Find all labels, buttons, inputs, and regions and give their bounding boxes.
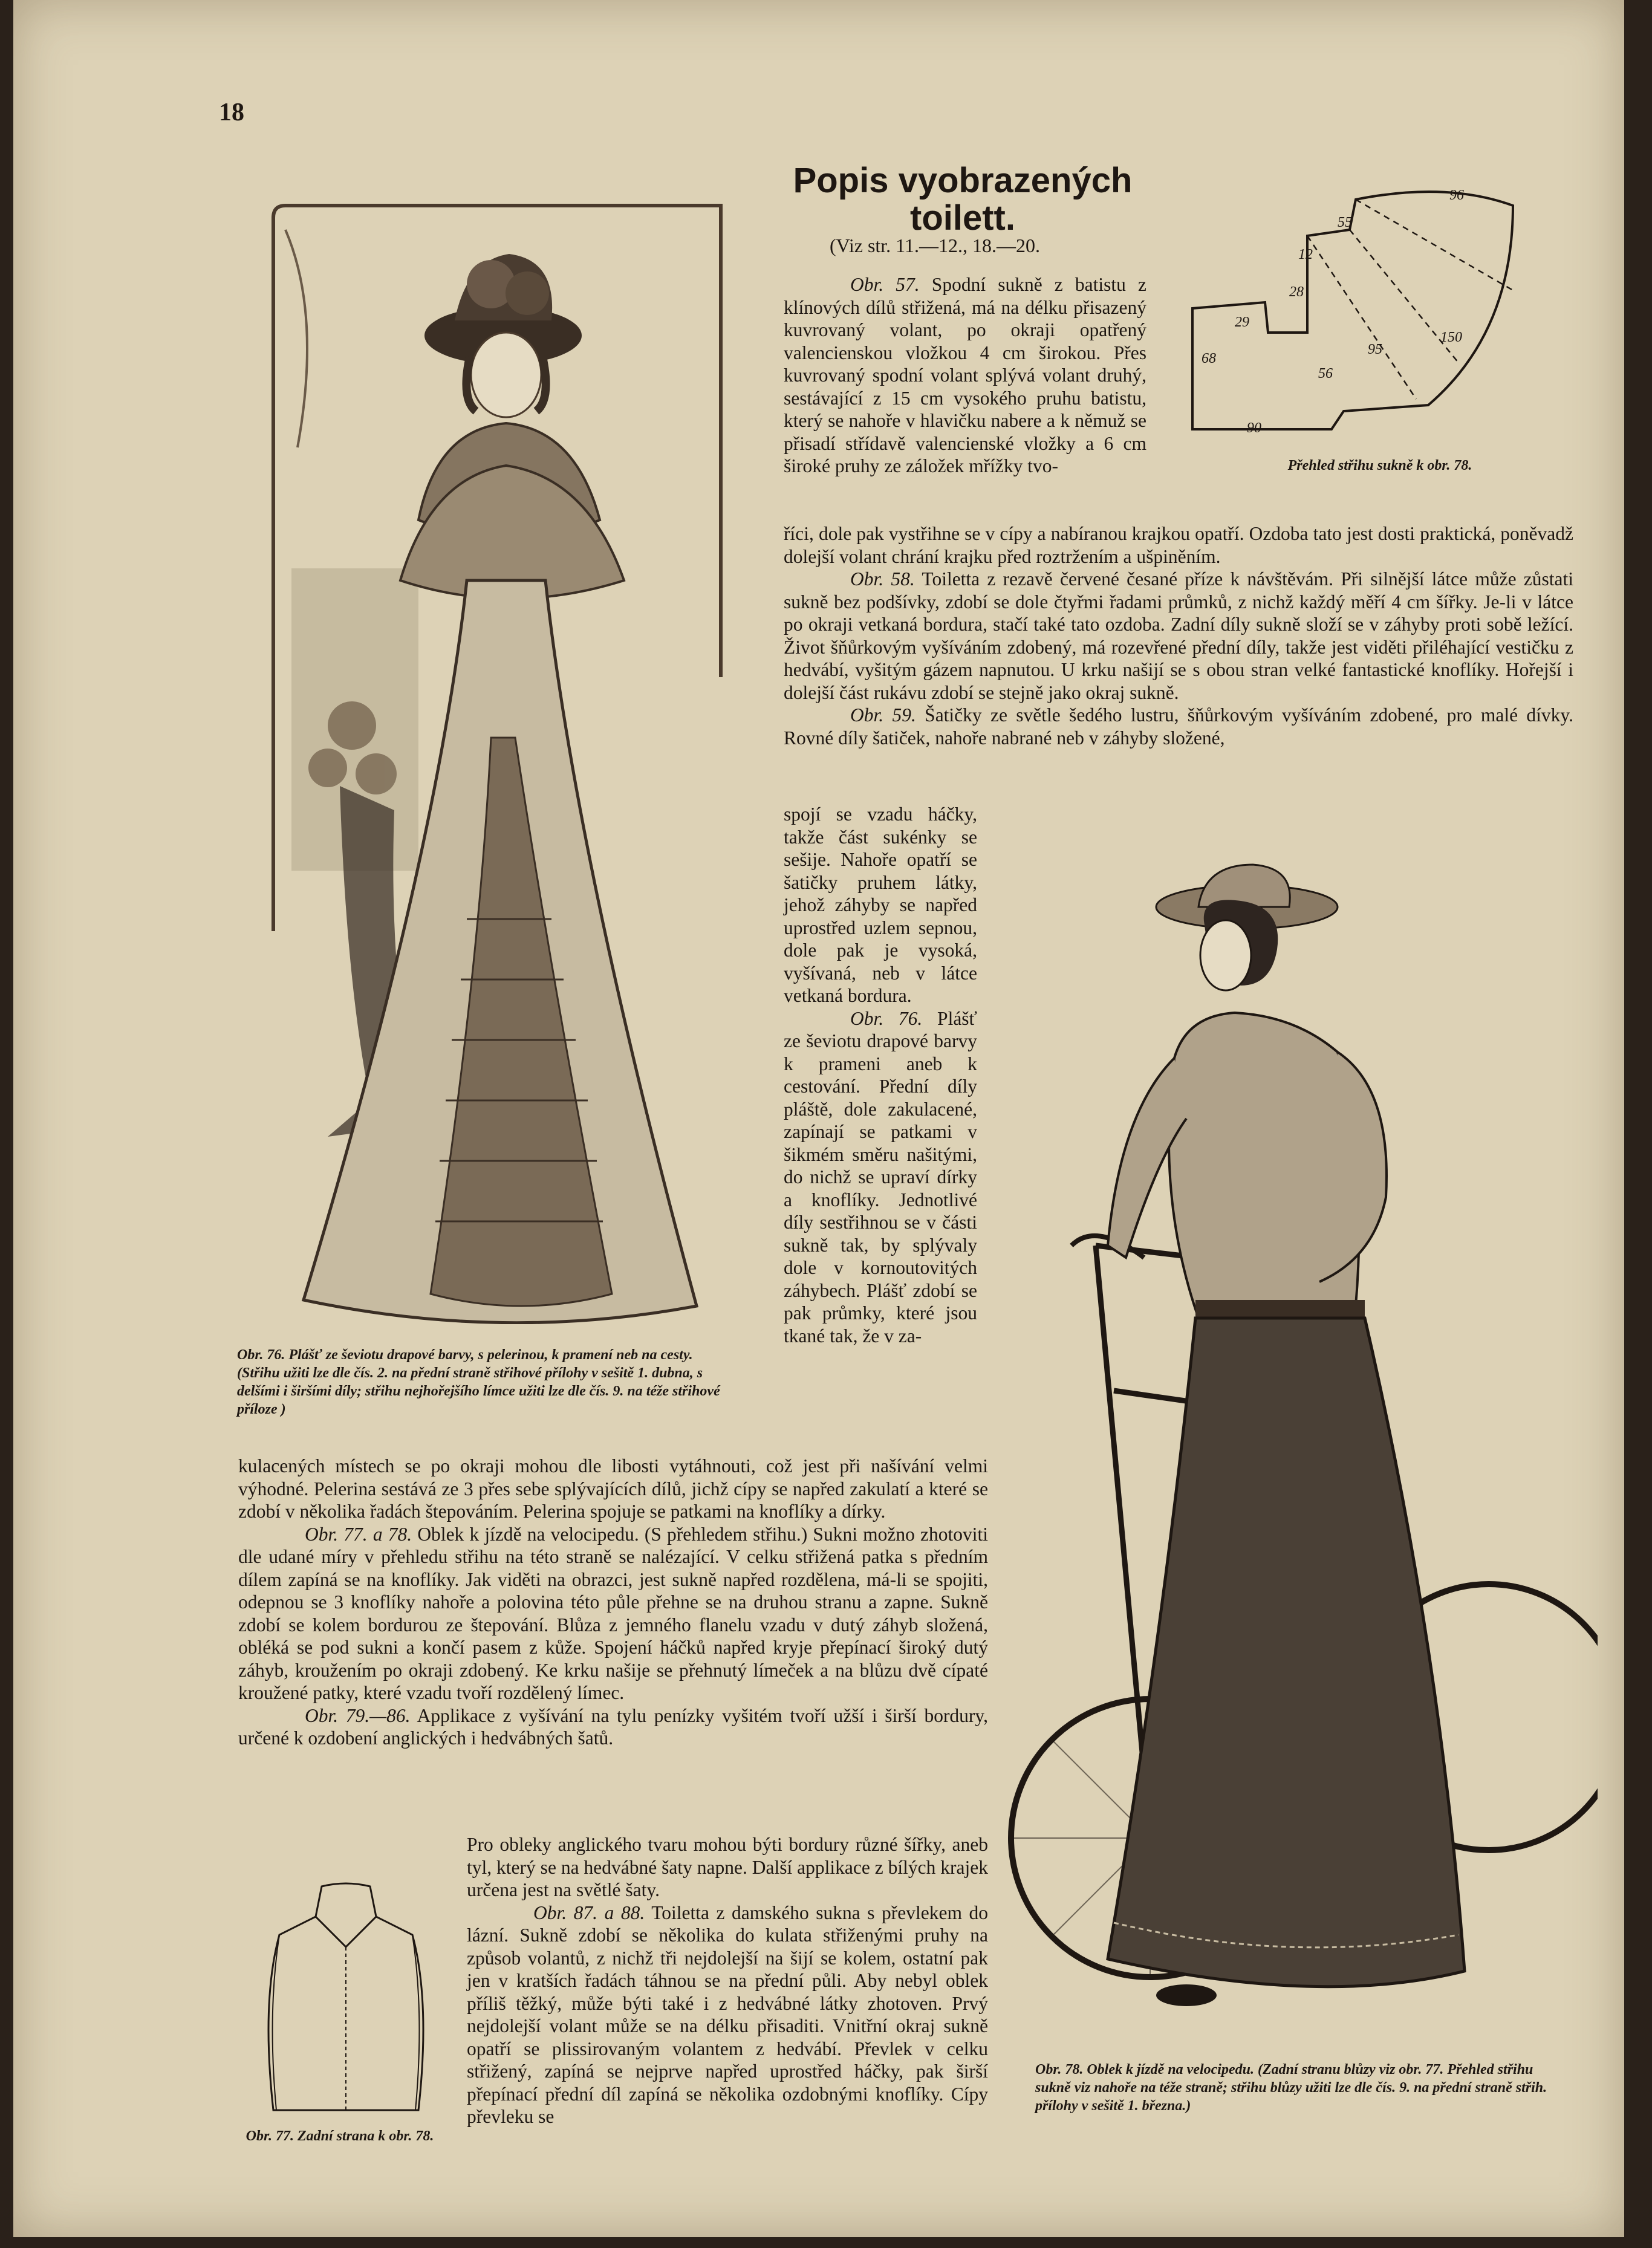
pattern-label: 12 <box>1298 247 1313 262</box>
text-block-3 <box>784 803 977 1347</box>
illustration-cycling-outfit <box>1005 859 1598 2044</box>
paragraph-text: Pro obleky anglického tvaru mohou býti bordury různé šířky, aneb tyl, který se na hedvábné šaty napne. Další applikace z bílých krajek určena jest na světlé šaty. <box>467 1834 988 1900</box>
skirt-pattern-diagram <box>1174 181 1537 447</box>
figure-ref: Obr. 58. <box>850 568 915 590</box>
pattern-label: 90 <box>1247 420 1261 436</box>
paragraph-text: Spodní sukně z batistu z klínových dílů střižená, má na délku přisazený kuvrovaný volant, po okraji opatřený valencienskou vložkou 4 cm širokou. Přes kuvrovaný spodní volant splývá volant druhý, sestávající z 15 cm vysokého pruhu batistu, který se nahoře v hlavičku nabere a k němuž se přisadí střídavě valencienské vložky a 6 cm široké pruhy ze záložek mřížky tvo- <box>784 274 1147 476</box>
pattern-label: 95 <box>1368 342 1382 357</box>
figure-ref: Obr. 87. a 88. <box>533 1902 645 1923</box>
illustration-blouse-back <box>249 1880 443 2116</box>
text-block-2 <box>784 522 1573 749</box>
paragraph-text: říci, dole pak vystřihne se v cípy a nabíranou krajkou opatří. Ozdoba tato jest dosti praktická, poněvadž dolejší volant chrání krajku před roztržením a ušpiněním. <box>784 523 1573 567</box>
magazine-page <box>13 0 1624 2237</box>
page-number: 18 <box>219 99 244 126</box>
paragraph-text: Toiletta z rezavě červené česané příze k návštěvám. Při silnější látce může zůstati sukně bez podšívky, zdobí se dole čtyřmi řadami průmků, z nichž každý měří 4 cm šířky. Je-li v látce po okraji vetkaná bordura, stačí také tato ozdoba. Zadní díly sukně složí se v záhyby proti sobě ležící. Život šňůrkovým vyšíváním zdobený, má rozevřené přední díly, takže jest viděti přiléhající vestičku z hedvábí, vyšitým gázem napnutou. U krku našijí se s obou stran velké fantastické knoflíky. Hořejší i dolejší část rukávu zdobí se stejně jako okraj sukně. <box>784 568 1573 703</box>
pattern-label: 29 <box>1235 314 1249 330</box>
pattern-label: 55 <box>1338 215 1352 230</box>
paragraph-text: Toiletta z damského sukna s převlekem do lázní. Sukně zdobí se několika do kulata střiženými pruhy na způsob volantů, z nichž tři nejdolejší na šijí se kolem, ostatní pak jen v kratších řadách táhnou se na přední půli. Aby nebyl oblek příliš těžký, může býti také i z hedvábné látky zhotoven. Prvý nejdolejší volant může se na délku přisaditi. Vnitřní okraj sukně opatří se plissirovaným volantem z hedvábí. Převlek v celku střižený, zapíná se nejprve napřed uprostřed háčky, pak širší přepínací přední díl zapíná se několika ozdobnými knoflíky. Cípy převleku se <box>467 1902 989 2127</box>
text-block-4 <box>238 1455 988 1750</box>
figure-ref: Obr. 76. <box>850 1007 923 1029</box>
pattern-label: 28 <box>1289 284 1304 300</box>
title-line-2: toilett. <box>910 198 1015 238</box>
subtitle: (Viz str. 11.—12., 18.—20. <box>830 235 1040 256</box>
paragraph-text: Applikace z vyšívání na tylu penízky vyšitém tvoří užší i širší bordury, určené k ozdobení anglických i hedvábných šatů. <box>238 1704 989 1749</box>
pattern-label: 56 <box>1318 366 1333 382</box>
caption-obr-78: Obr. 78. Oblek k jízdě na velocipedu. (Zadní stranu blůzy viz obr. 77. Přehled střihu sukně viz nahoře na téže straně; střihu blůzy užiti lze dle čís. 9. na přední straně střih. přílohy v sešitě 1. března.) <box>1035 2062 1547 2114</box>
paragraph-text: kulacených místech se po okraji mohou dle libosti vytáhnouti, což jest při našívání velmi výhodné. Pelerina sestává ze 3 přes sebe splývajících dílů, jichž cípy se napřed zakulatí a které se zdobí v několika řadách štepováním. Pelerina spojuje se patkami na knoflíky a dírky. <box>238 1455 988 1522</box>
caption-obr-76: Obr. 76. Plášť ze ševiotu drapové barvy, s pelerinou, k pramení neb na cesty. (Střihu užiti lze dle čís. 2. na přední straně střihové přílohy v sešitě 1. dubna, s delšími i širšími díly; střihu nejhořejšího límce užiti lze dle čís. 9. na téže střihové příloze ) <box>237 1347 720 1417</box>
pattern-label: 96 <box>1449 187 1464 203</box>
page-title <box>787 162 1138 237</box>
paragraph-text: spojí se vzadu háčky, takže část sukénky se sešije. Nahoře opatří se šatičky pruhem látky, jehož záhyby se napřed uprostřed uzlem sepnou, dole pak je vysoká, vyšívaná, neb v látce vetkaná bordura. <box>784 804 977 1006</box>
figure-ref: Obr. 79.—86. <box>305 1704 411 1726</box>
figure-ref: Obr. 59. <box>850 704 916 726</box>
title-line-1: Popis vyobrazených <box>793 161 1133 200</box>
caption-pattern: Přehled střihu sukně k obr. 78. <box>1287 458 1472 473</box>
text-block-5 <box>467 1833 988 2128</box>
figure-ref: Obr. 57. <box>850 274 920 295</box>
paragraph-text: Šatičky ze světle šedého lustru, šňůrkovým vyšíváním zdobené, pro malé dívky. Rovné díly šatiček, nahoře nabrané neb v záhyby složené, <box>784 704 1574 749</box>
paragraph-text: Oblek k jízdě na velocipedu. (S přehledem střihu.) Sukni možno zhotoviti dle udané míry v přehledu střihu na této straně se nalézající. V celku střižená patka s předním dílem zapíná se na knoflíky. Jak viděti na obrazci, jest sukně napřed rozdělena, má-li se spojiti, odepnou se 3 knoflíky nahoře a polovina této půle přehne se na druhou stranu a zapne. Sukně zdobí se kolem bordurou ze štepování. Blůza z jemného flanelu vzadu v dutý záhyb složená, obléká se pod sukni a končí pasem z kůže. Spojení háčků napřed kryje přepínací široký dutý záhyb, kroužením po okraji zdobený. Ke krku našije se přehnutý límeček a na blůzu dvě cípaté kroužené patky, které vzadu tvoří rozdělený límec. <box>238 1523 989 1703</box>
pattern-label: 150 <box>1440 330 1462 345</box>
text-block-1 <box>784 273 1146 478</box>
illustration-cape-coat <box>237 193 769 1324</box>
pattern-label: 68 <box>1202 351 1216 366</box>
caption-obr-77: Obr. 77. Zadní strana k obr. 78. <box>246 2128 434 2144</box>
figure-ref: Obr. 77. a 78. <box>305 1523 412 1545</box>
paragraph-text: Plášť ze ševiotu drapové barvy k prameni aneb k cestování. Přední díly pláště, dole zakulacené, zapínají se patkami v šikmém směru našitými, do nichž se upraví dírky a knoflíky. Jednotlivé díly sestřihnou se v části sukně tak, by splývaly dole v kornoutovitých záhybech. Plášť zdobí se pak průmky, které jsou tkané tak, že v za- <box>784 1007 978 1347</box>
